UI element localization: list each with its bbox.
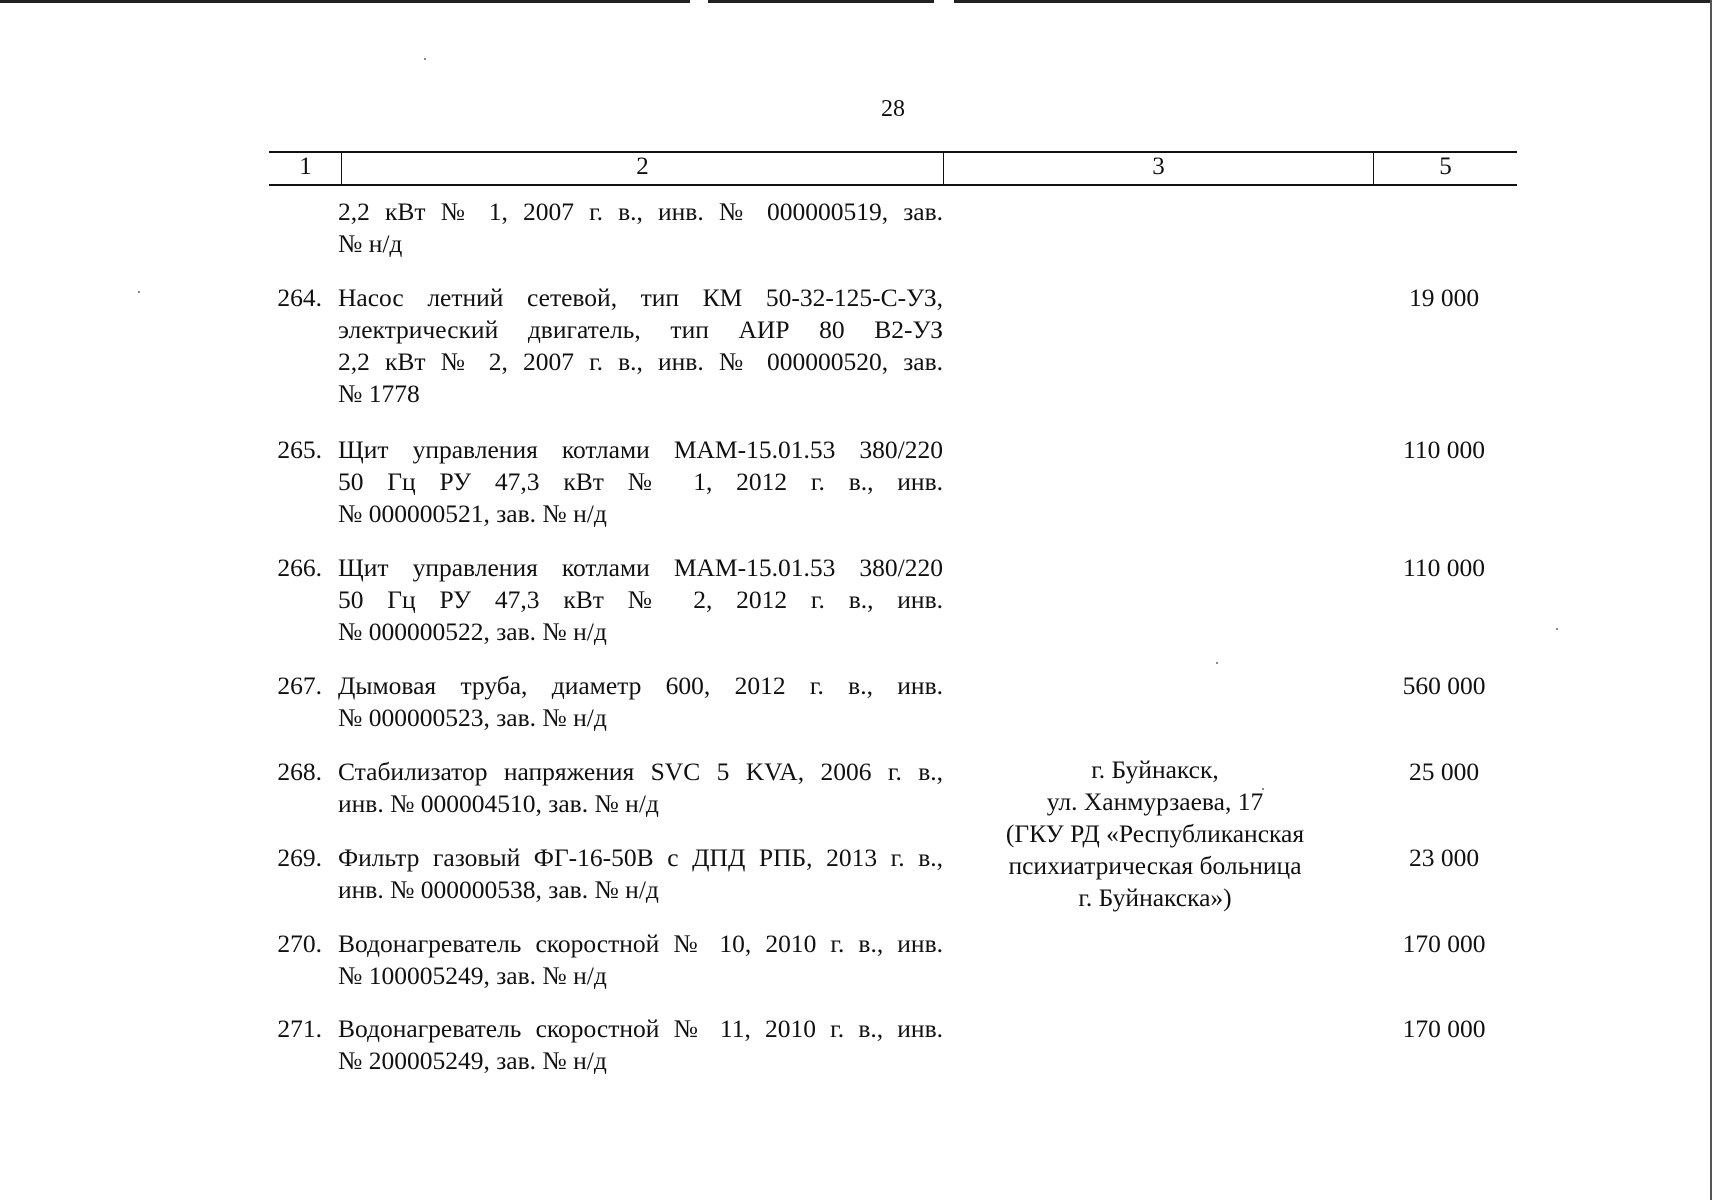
- item-number: 267.: [277, 671, 322, 700]
- description-line: 50 Гц РУ 47,3 кВт № 2, 2012 г. в., инв.: [338, 585, 943, 614]
- description-line: № 000000523, зав. № н/д: [338, 703, 607, 732]
- scan-speck: [138, 291, 140, 293]
- description-line: № 1778: [338, 379, 420, 408]
- description-line: Водонагреватель скоростной № 10, 2010 г. в., инв.: [338, 929, 943, 958]
- description-line: № н/д: [338, 229, 403, 258]
- description-line: электрический двигатель, тип АИР 80 В2-УЗ: [338, 315, 943, 344]
- description-line: Насос летний сетевой, тип КМ 50-32-125-С-УЗ,: [338, 283, 943, 312]
- item-price: 110 000: [1403, 553, 1485, 582]
- item-description: [338, 756, 943, 820]
- item-number: 264.: [277, 283, 322, 312]
- description-line: инв. № 000000538, зав. № н/д: [338, 875, 659, 904]
- item-number: 269.: [277, 843, 322, 872]
- column-header-3: 3: [1152, 153, 1165, 180]
- item-price: 170 000: [1402, 1014, 1486, 1043]
- description-line: Дымовая труба, диаметр 600, 2012 г. в., инв.: [338, 671, 943, 700]
- item-price: 19 000: [1408, 283, 1480, 312]
- item-price: 110 000: [1403, 435, 1485, 464]
- column-header-5: 5: [1439, 153, 1452, 180]
- item-description: [338, 282, 943, 410]
- address-line: ул. Ханмурзаева, 17: [1046, 787, 1264, 816]
- location-address: [970, 754, 1340, 914]
- item-description: [338, 842, 943, 906]
- address-line: г. Буйнакск,: [1091, 755, 1219, 784]
- scan-edge-top: [0, 0, 1712, 3]
- description-line: Фильтр газовый ФГ-16-50В с ДПД РПБ, 2013 г. в.,: [338, 843, 943, 872]
- scan-gap: [690, 0, 708, 3]
- description-line: 2,2 кВт № 1, 2007 г. в., инв. № 000000519, зав.: [338, 197, 943, 226]
- item-description: [338, 552, 943, 648]
- description-line: Щит управления котлами МАМ-15.01.53 380/220: [338, 435, 943, 464]
- column-header-2: 2: [636, 153, 649, 180]
- item-description: [338, 1013, 943, 1077]
- item-description: [338, 928, 943, 992]
- item-description: [338, 670, 943, 734]
- scan-gap: [934, 0, 954, 3]
- description-line: Водонагреватель скоростной № 11, 2010 г. в., инв.: [338, 1014, 943, 1043]
- scan-speck: [1556, 628, 1558, 630]
- item-price: 23 000: [1408, 843, 1480, 872]
- description-line: 50 Гц РУ 47,3 кВт № 1, 2012 г. в., инв.: [338, 467, 943, 496]
- item-number: 270.: [277, 929, 322, 958]
- item-number: 268.: [277, 757, 322, 786]
- item-price: 560 000: [1402, 671, 1486, 700]
- address-line: (ГКУ РД «Республиканская: [1005, 819, 1305, 848]
- description-line: инв. № 000004510, зав. № н/д: [338, 789, 659, 818]
- address-line: г. Буйнакска»): [1078, 883, 1232, 912]
- page-number: 28: [881, 96, 905, 122]
- description-line: Щит управления котлами МАМ-15.01.53 380/220: [338, 553, 943, 582]
- item-price: 25 000: [1408, 757, 1480, 786]
- item-description: [338, 196, 943, 260]
- description-line: № 200005249, зав. № н/д: [338, 1046, 607, 1075]
- description-line: № 000000521, зав. № н/д: [338, 499, 607, 528]
- description-line: 2,2 кВт № 2, 2007 г. в., инв. № 000000520, зав.: [338, 347, 943, 376]
- item-price: 170 000: [1402, 929, 1486, 958]
- item-description: [338, 434, 943, 530]
- scan-speck: [1216, 662, 1218, 664]
- item-number: 265.: [277, 435, 322, 464]
- item-number: 266.: [277, 553, 322, 582]
- address-line: психиатрическая больница: [1008, 851, 1302, 880]
- column-header-1: 1: [299, 153, 312, 180]
- description-line: № 100005249, зав. № н/д: [338, 961, 607, 990]
- description-line: Стабилизатор напряжения SVC 5 KVA, 2006 г. в.,: [338, 757, 943, 786]
- item-number: 271.: [277, 1014, 322, 1043]
- table-header-bottom-rule: [269, 184, 1517, 186]
- description-line: № 000000522, зав. № н/д: [338, 617, 607, 646]
- scan-speck: [424, 58, 426, 60]
